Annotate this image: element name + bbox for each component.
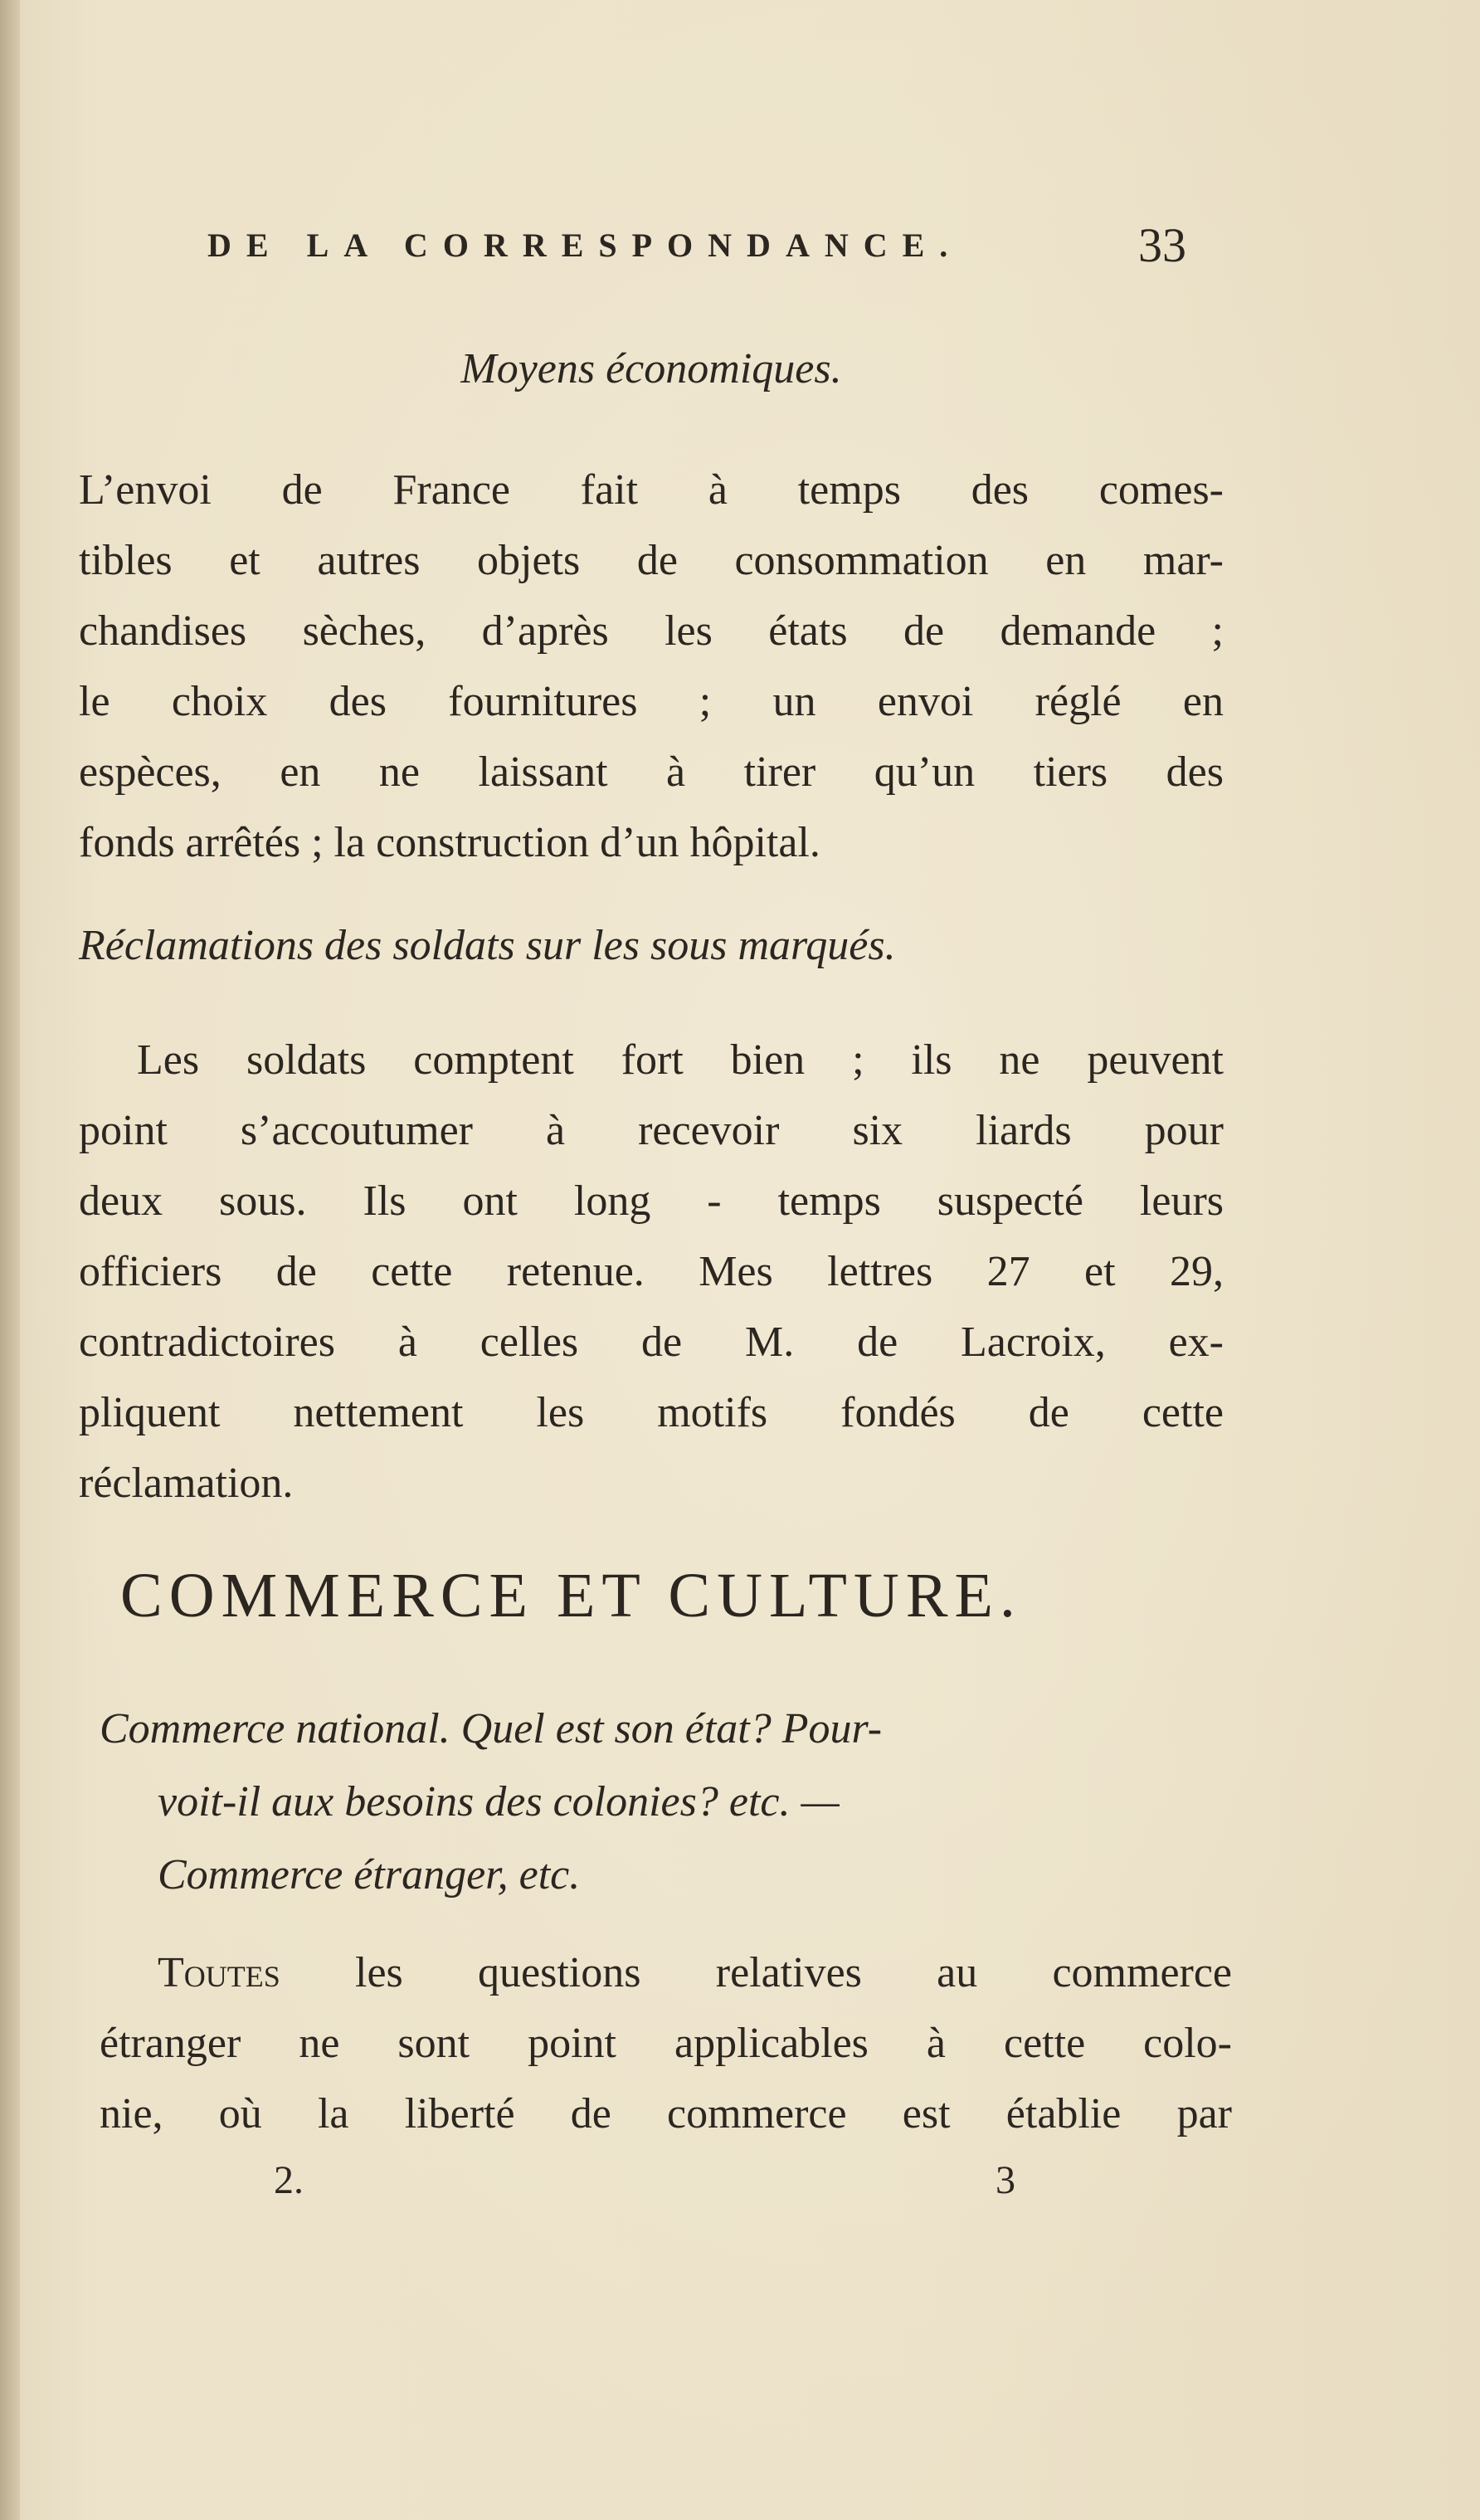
text-line: fonds arrêtés ; la construction d’un hôpital. [79,819,820,866]
signature-number: 3 [996,2158,1015,2202]
text-line: chandises sèches, d’après les états de demande ; [79,607,1224,655]
text-line: officiers de cette retenue. Mes lettres 27 et 29, [79,1248,1224,1295]
text-line: contradictoires à celles de M. de Lacroix, ex- [79,1318,1224,1366]
text-line: point s’accoutumer à recevoir six liards pour [79,1107,1224,1154]
text-line: deux sous. Ils ont long - temps suspecté leurs [79,1177,1224,1225]
running-head [207,217,1186,272]
section-heading-reclamations: Réclamations des soldats sur les sous marqués. [79,922,896,969]
text-line: Les soldats comptent fort bien ; ils ne peuvent [137,1036,1224,1084]
text-line: tibles et autres objets de consommation en mar- [79,537,1224,584]
text-line: le choix des fournitures ; un envoi réglé en [79,678,1224,725]
text-line [100,1938,1232,2008]
running-title: DE LA CORRESPONDANCE. [207,227,963,264]
page-gutter [0,0,20,2520]
paragraph-reclamations [79,1025,1224,1518]
text-line: réclamation. [79,1460,294,1507]
text-line: espèces, en ne laissant à tirer qu’un tiers des [79,748,1224,796]
paragraph-commerce [100,1938,1232,2149]
section-title-commerce: COMMERCE ET CULTURE. [120,1561,1022,1630]
subheading-line: Commerce étranger, etc. [158,1851,581,1899]
signature-mark: 2. [274,2158,304,2202]
subheading-commerce [100,1693,1228,1912]
subheading-line: Commerce national. Quel est son état? Pour- [100,1705,883,1752]
subheading-line: voit-il aux besoins des colonies? etc. — [158,1778,840,1825]
text-line: nie, où la liberté de commerce est établie par [100,2090,1232,2137]
paragraph-moyens [79,455,1224,878]
text-line: étranger ne sont point applicables à cette colo- [100,2020,1232,2067]
dropcap-word: Toutes [158,1949,280,1996]
page-number: 33 [1138,218,1186,272]
text-fragment: les questions relatives au commerce [355,1949,1233,1996]
text-line: pliquent nettement les motifs fondés de cette [79,1389,1224,1436]
text-line: L’envoi de France fait à temps des comes- [79,466,1224,514]
section-heading-moyens: Moyens économiques. [460,345,842,392]
